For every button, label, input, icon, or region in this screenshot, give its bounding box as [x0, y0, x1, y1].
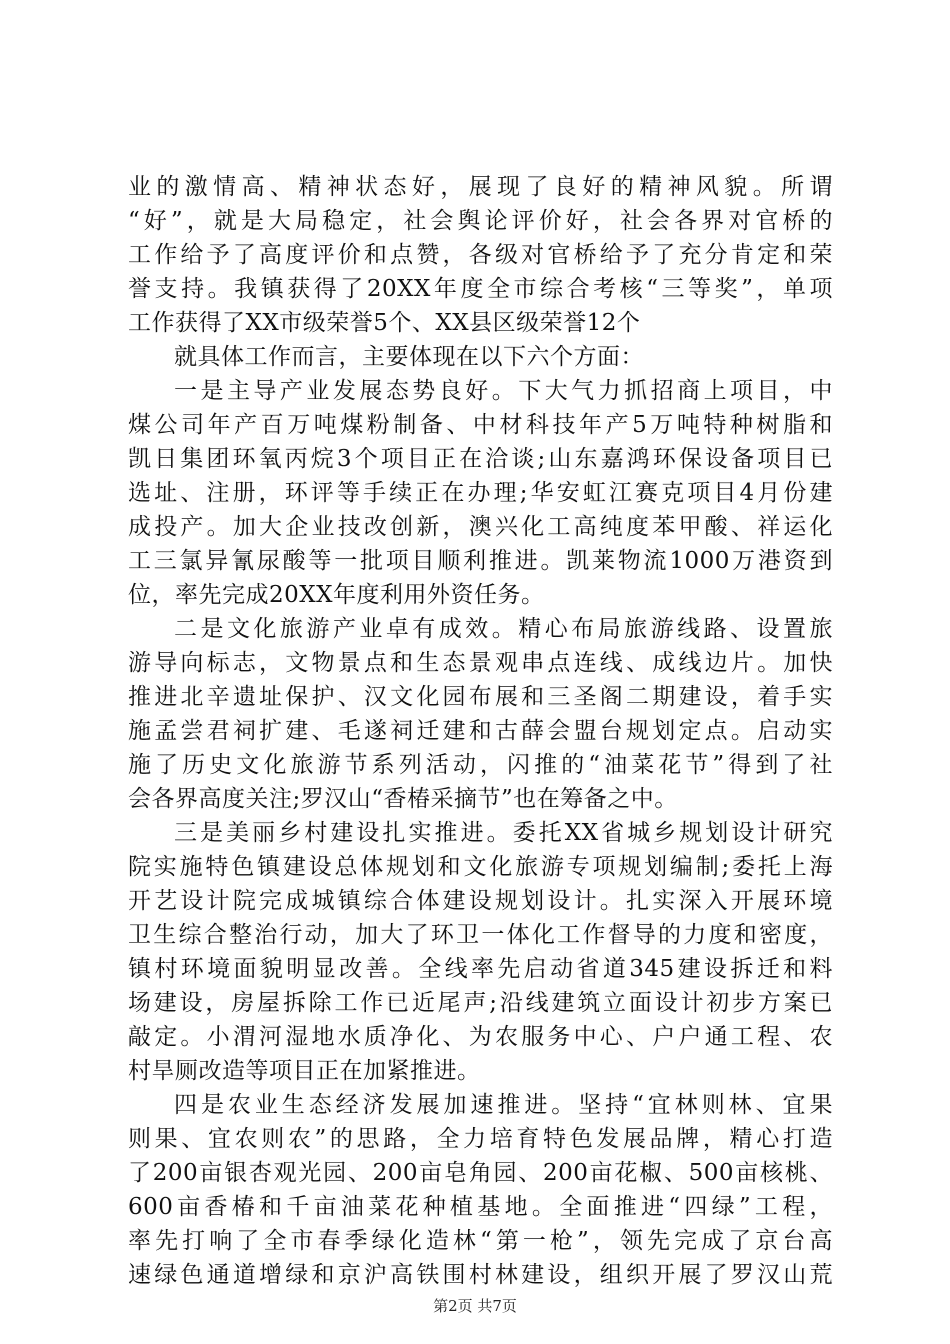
text-line: 场建设，房屋拆除工作已近尾声;沿线建筑立面设计初步方案已	[128, 990, 833, 1016]
text-line: 选址、注册，环评等手续正在办理;华安虹江赛克项目4月份建	[128, 480, 833, 506]
text-line: 速绿色通道增绿和京沪高铁围村林建设，组织开展了罗汉山荒	[128, 1262, 833, 1288]
text-line: 则果、宜农则农”的思路，全力培育特色发展品牌，精心打造	[128, 1126, 833, 1152]
body-text	[128, 170, 833, 1292]
text-line: 施孟尝君祠扩建、毛遂祠迁建和古薛会盟台规划定点。启动实	[128, 718, 833, 744]
text-line: 游导向标志，文物景点和生态景观串点连线、成线边片。加快	[128, 650, 833, 676]
text-line: 煤公司年产百万吨煤粉制备、中材科技年产5万吨特种树脂和	[128, 412, 833, 438]
text-line: 率先打响了全市春季绿化造林“第一枪”，领先完成了京台高	[128, 1228, 833, 1254]
text-line: 位，率先完成20XX年度利用外资任务。	[128, 582, 545, 608]
text-line: 院实施特色镇建设总体规划和文化旅游专项规划编制;委托上海	[128, 854, 833, 880]
text-line: 工三氯异氰尿酸等一批项目顺利推进。凯莱物流1000万港资到	[128, 548, 833, 574]
text-line: 敲定。小渭河湿地水质净化、为农服务中心、户户通工程、农	[128, 1024, 833, 1050]
text-line: 了200亩银杏观光园、200亩皂角园、200亩花椒、500亩核桃、	[128, 1160, 833, 1186]
paragraph-first-line: 二是文化旅游产业卓有成效。精心布局旅游线路、设置旅	[174, 616, 833, 642]
text-line: 村旱厕改造等项目正在加紧推进。	[128, 1058, 481, 1084]
paragraph-first-line: 三是美丽乡村建设扎实推进。委托XX省城乡规划设计研究	[174, 820, 833, 846]
text-line: 施了历史文化旅游节系列活动，闪推的“油菜花节”得到了社	[128, 752, 833, 778]
text-line: 600亩香椿和千亩油菜花种植基地。全面推进“四绿”工程，	[128, 1194, 833, 1220]
text-line: 开艺设计院完成城镇综合体建设规划设计。扎实深入开展环境	[128, 888, 833, 914]
text-line: 业的激情高、精神状态好，展现了良好的精神风貌。所谓	[128, 174, 833, 200]
paragraph-first-line: 四是农业生态经济发展加速推进。坚持“宜林则林、宜果	[174, 1092, 833, 1118]
text-line: 成投产。加大企业技改创新，澳兴化工高纯度苯甲酸、祥运化	[128, 514, 833, 540]
text-line: 卫生综合整治行动，加大了环卫一体化工作督导的力度和密度，	[128, 922, 833, 948]
text-line: 工作获得了XX市级荣誉5个、XX县区级荣誉12个	[128, 310, 641, 336]
text-line: 工作给予了高度评价和点赞，各级对官桥给予了充分肯定和荣	[128, 242, 833, 268]
text-line: 誉支持。我镇获得了20XX年度全市综合考核“三等奖”，单项	[128, 276, 833, 302]
text-line: “好”，就是大局稳定，社会舆论评价好，社会各界对官桥的	[128, 208, 833, 234]
text-line: 会各界高度关注;罗汉山“香椿采摘节”也在筹备之中。	[128, 786, 678, 812]
text-line: 镇村环境面貌明显改善。全线率先启动省道345建设拆迁和料	[128, 956, 833, 982]
paragraph-first-line: 就具体工作而言，主要体现在以下六个方面：	[174, 344, 644, 370]
text-line: 推进北辛遗址保护、汉文化园布展和三圣阁二期建设，着手实	[128, 684, 833, 710]
page-number-footer: 第2页 共7页	[433, 1297, 517, 1315]
text-line: 凯日集团环氧丙烷3个项目正在洽谈;山东嘉鸿环保设备项目已	[128, 446, 833, 472]
paragraph-first-line: 一是主导产业发展态势良好。下大气力抓招商上项目，中	[174, 378, 833, 404]
